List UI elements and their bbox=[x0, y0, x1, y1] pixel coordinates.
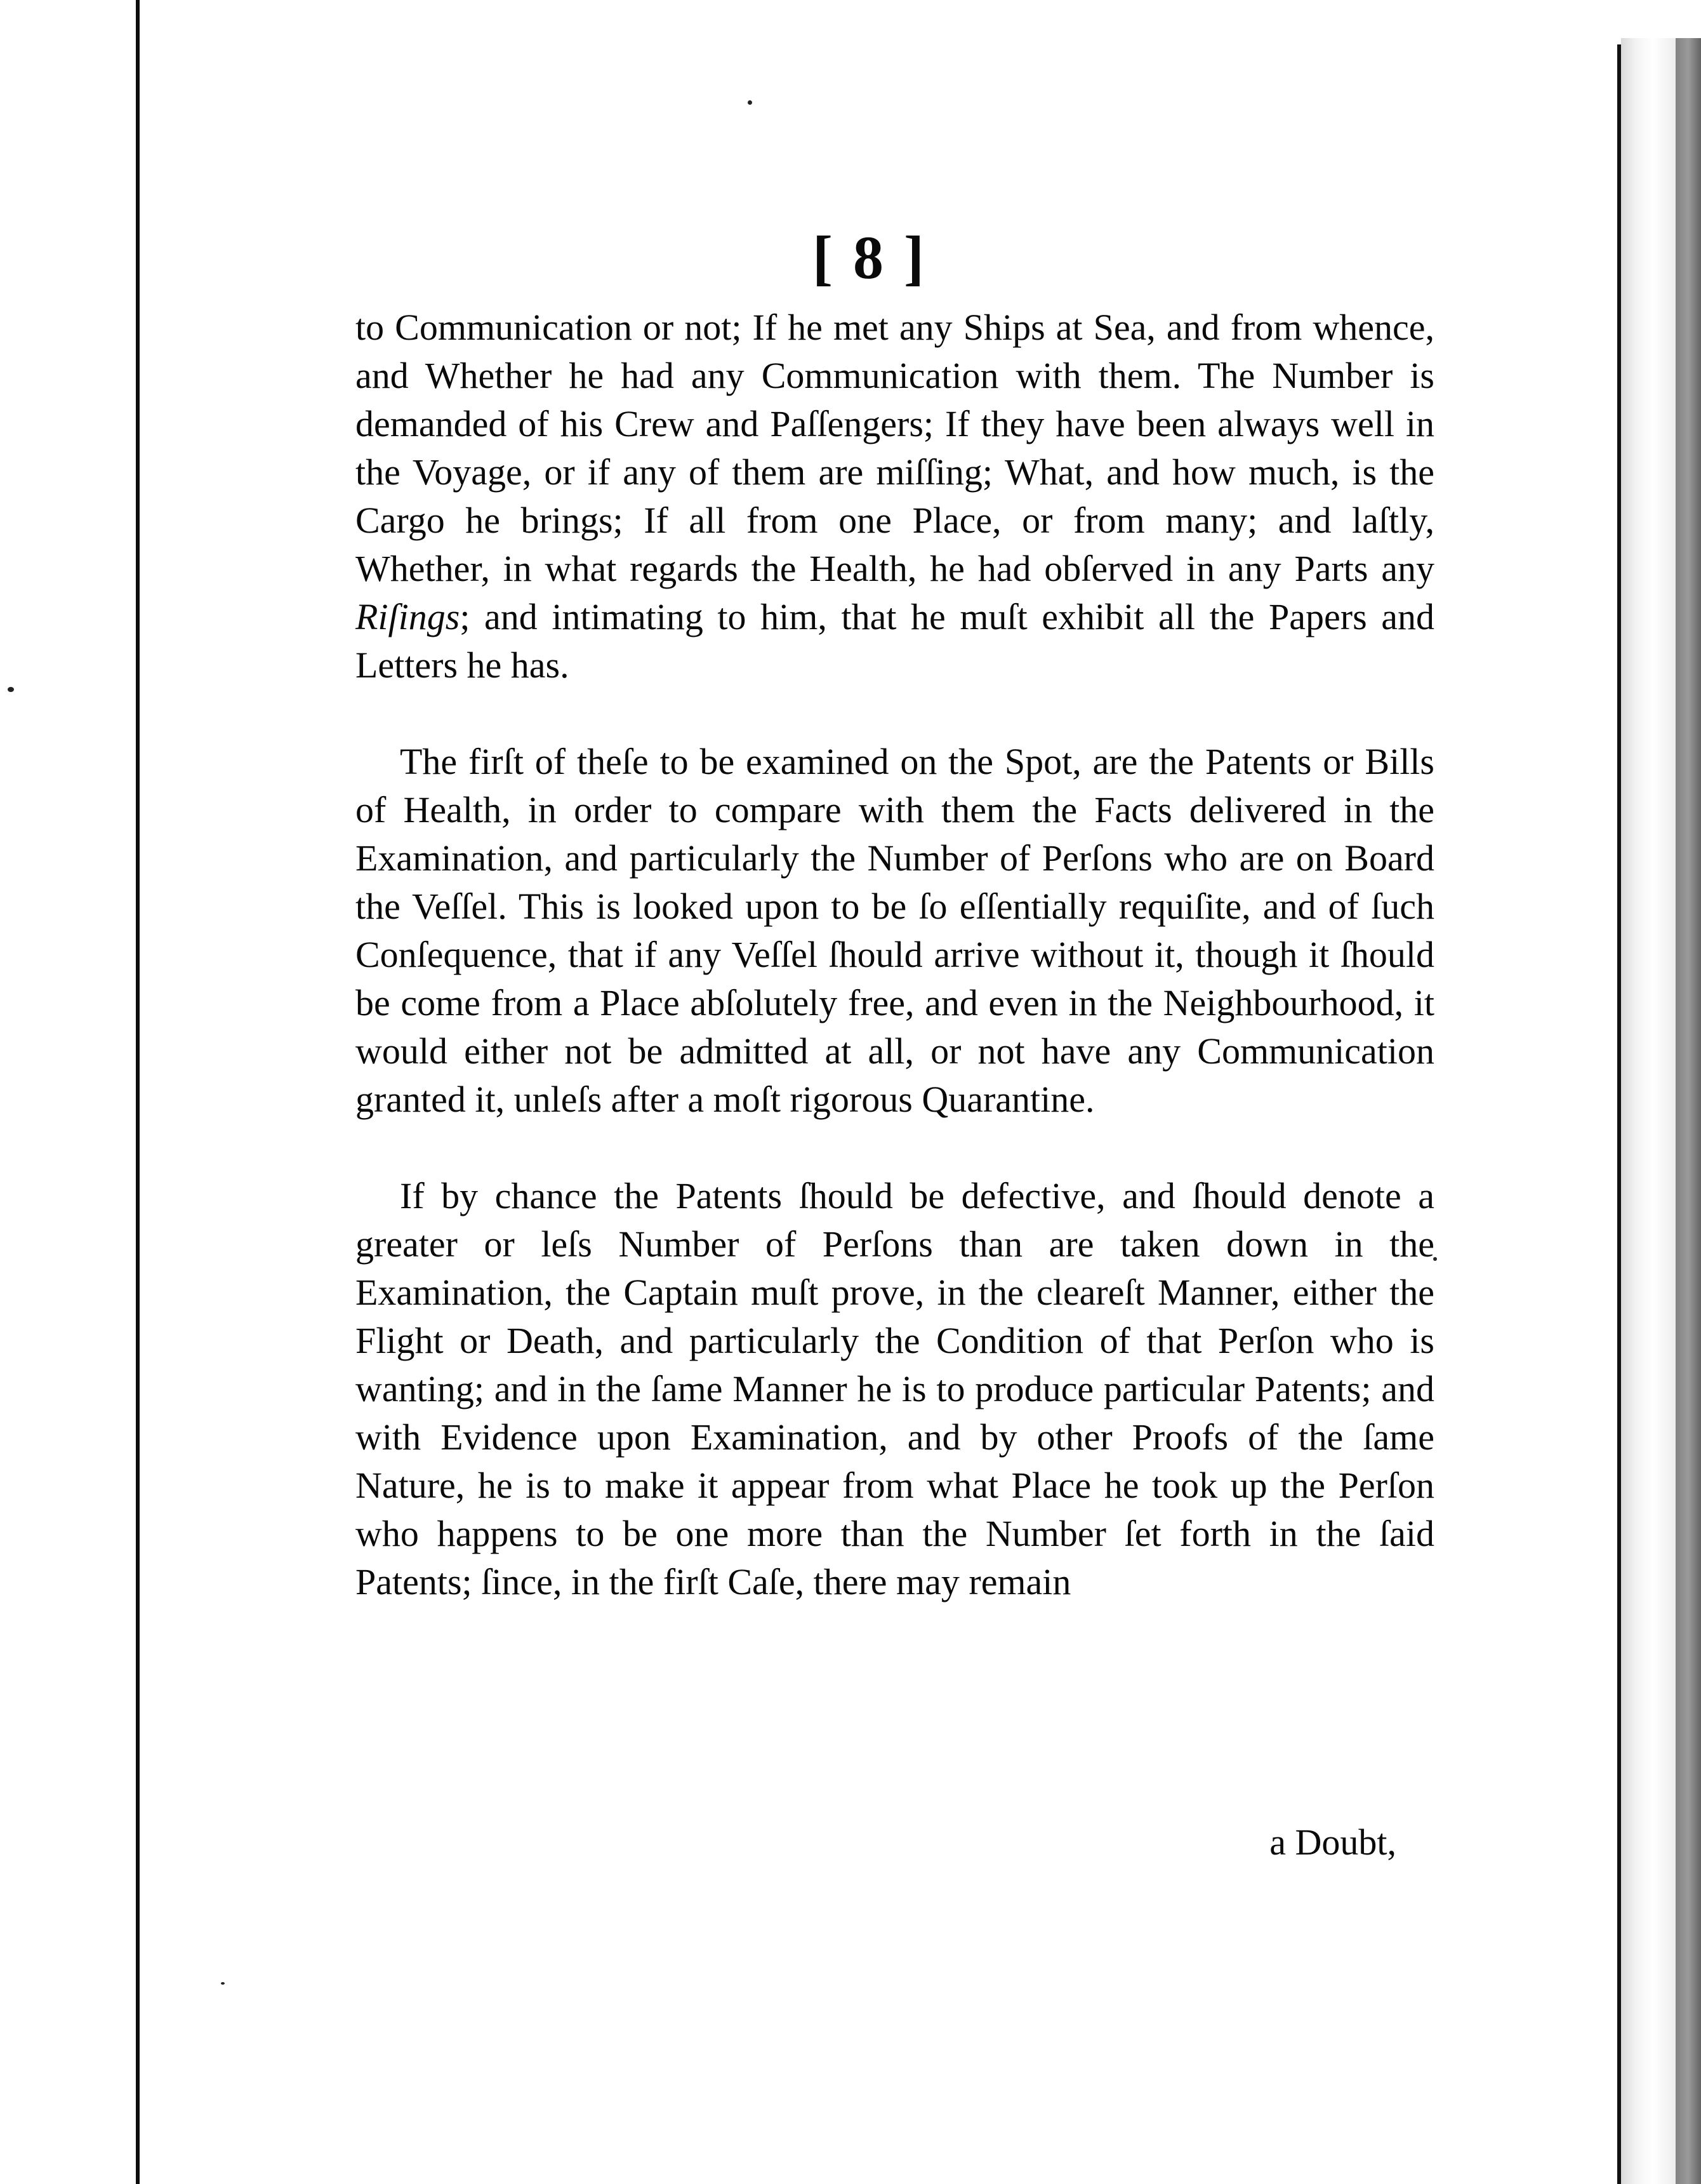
paragraph-text: ; and intimating to him, that he muſt exhibit all the Papers and Letters he has. bbox=[355, 596, 1434, 686]
page-left-edge bbox=[136, 0, 140, 2184]
paragraph-text: to Communication or not; If he met any Ships at Sea, and from whence, and Whether he had any Communication with them. The Number is demanded of his Crew and Paſſengers; If they have been always well in the Voyage, or if any of them are miſſing; What, and how much, is the Cargo he brings; If all from one Place, or from many; and laſtly, Whether, in what regards the Health, he had obſerved in any Parts any bbox=[355, 307, 1434, 589]
page-number: [ 8 ] bbox=[812, 223, 927, 291]
catchword: a Doubt, bbox=[1269, 1821, 1396, 1863]
ink-speck bbox=[748, 100, 752, 105]
paragraph bbox=[355, 1172, 1434, 1606]
body-text bbox=[355, 303, 1434, 1606]
paragraph-text: If by chance the Patents ſhould be defective, and ſhould denote a greater or leſs Number of Perſons than are taken down in the Examination, the Captain muſt prove, in the cleareſt Manner, either the Flight or Death, and particularly the Condition of that Perſon who is wanting; and in the ſame Manner he is to produce particular Patents; and with Evidence upon Examination, and by other Proofs of the ſame Nature, he is to make it appear from what Place he took up the Perſon who happens to be one more than the Number ſet forth in the ſaid Patents; ſince, in the firſt Caſe, there may remain bbox=[355, 1175, 1434, 1602]
ink-speck bbox=[221, 1982, 225, 1985]
paragraph bbox=[355, 303, 1434, 689]
paragraph-text: The firſt of theſe to be examined on the Spot, are the Patents or Bills of Health, in order to compare with them the Facts delivered in the Examination, and particularly the Number of Perſons who are on Board the Veſſel. This is looked upon to be ſo eſſentially requiſite, and of ſuch Conſequence, that if any Veſſel ſhould arrive without it, though it ſhould be come from a Place abſolutely free, and even in the Neighbourhood, it would either not be admitted at all, or not have any Communication granted it, unleſs after a moſt rigorous Quarantine. bbox=[355, 741, 1434, 1120]
paragraph bbox=[355, 738, 1434, 1124]
ink-speck bbox=[8, 687, 14, 692]
italic-term: Riſings bbox=[355, 596, 460, 637]
scanner-shadow bbox=[1676, 38, 1701, 2184]
